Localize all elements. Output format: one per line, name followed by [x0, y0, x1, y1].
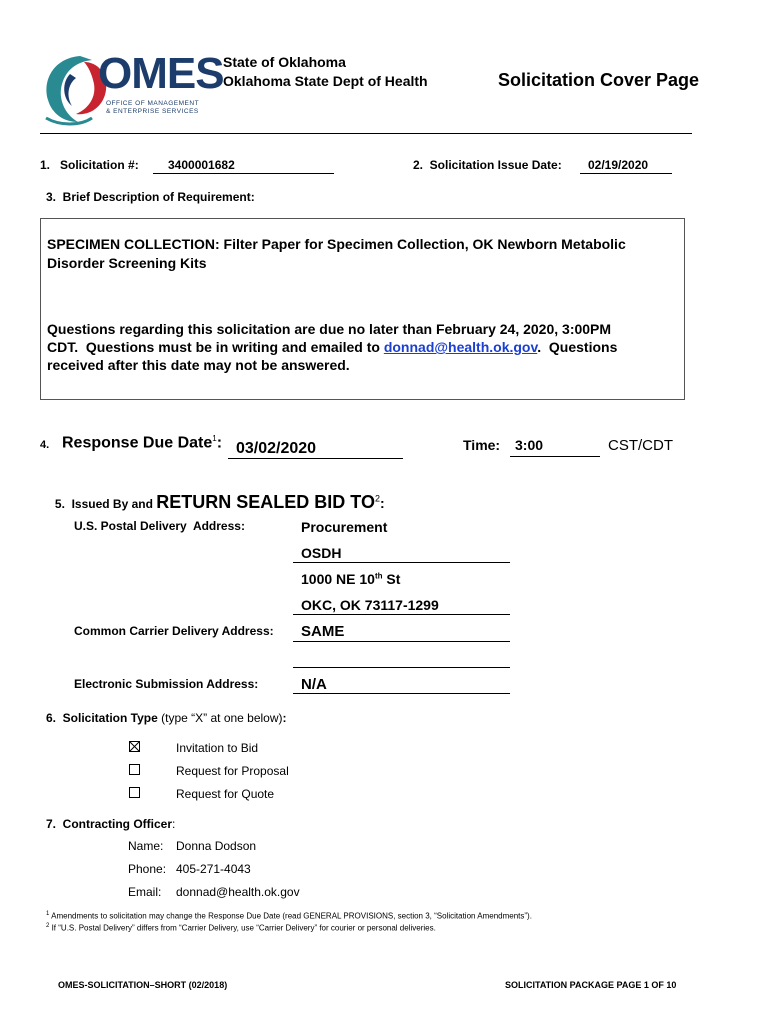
footnote-1 [46, 911, 532, 921]
questions-line2 [47, 339, 617, 355]
footnote-ref-2: 2 [374, 493, 380, 504]
response-date-underline [228, 458, 403, 459]
timezone: CST/CDT [608, 437, 673, 454]
description-label: 3. Brief Description of Requirement: [46, 190, 255, 204]
footnote-ref-1: 1 [212, 434, 217, 443]
page-title: Solicitation Cover Page [498, 70, 700, 90]
invitation-to-bid-checkbox[interactable] [129, 741, 140, 752]
response-due-text: Response Due Date [62, 434, 213, 452]
footnote-2-num: 2 [46, 923, 50, 929]
issue-date-value: 02/19/2020 [588, 158, 649, 172]
questions-line3: received after this date may not be answered. [47, 357, 350, 373]
contact-email-link[interactable]: donnad@health.ok.gov [383, 339, 538, 355]
header-divider [40, 133, 692, 134]
logo-wordmark: OMES [98, 49, 224, 98]
time-underline [510, 456, 600, 457]
issue-date-label: 2. Solicitation Issue Date: [413, 158, 562, 172]
solicitation-number-value: 3400001682 [168, 158, 235, 172]
issue-date-underline [580, 173, 672, 174]
questions-line2-pre: CDT. Questions must be in writing and emailed to [47, 339, 384, 355]
postal-line3-pre: 1000 NE 10 [301, 571, 375, 587]
officer-email-label: Email: [128, 885, 162, 899]
postal-line3-post: St [382, 571, 401, 587]
request-for-proposal-label: Request for Proposal [176, 764, 289, 778]
invitation-to-bid-label: Invitation to Bid [176, 741, 259, 755]
footnote-1-text: Amendments to solicitation may change the Response Due Date (read GENERAL PROVISIONS, section 3, “Solicitation Amendments”). [51, 911, 532, 921]
agency-name: Oklahoma State Dept of Health [223, 73, 428, 89]
solicitation-type-colon: : [282, 711, 287, 725]
state-name: State of Oklahoma [223, 54, 346, 70]
response-due-label [62, 434, 222, 452]
issued-by-large: RETURN SEALED BID TO [156, 492, 375, 512]
response-due-date: 03/02/2020 [236, 440, 317, 457]
footnote-2-text: If “U.S. Postal Delivery” differs from “Carrier Delivery, use “Carrier Delivery” for courier or personal deliveries. [51, 923, 436, 933]
officer-name-label: Name: [128, 839, 164, 853]
carrier-underline-2 [293, 667, 510, 668]
postal-line4-underline [293, 614, 510, 615]
description-box [40, 218, 685, 400]
requirement-title-line2: Disorder Screening Kits [47, 255, 207, 271]
carrier-address-label: Common Carrier Delivery Address: [74, 624, 274, 638]
issued-by-colon: : [379, 495, 385, 511]
footnote-2 [46, 923, 436, 933]
questions-line1: Questions regarding this solicitation are due no later than February 24, 2020, 3:00PM [47, 321, 612, 337]
electronic-address-label: Electronic Submission Address: [74, 677, 259, 691]
electronic-underline [293, 693, 510, 694]
solicitation-type-label-hint: (type “X” at one below) [157, 711, 283, 725]
solicitation-type-label [46, 711, 287, 725]
postal-line4: OKC, OK 73117-1299 [301, 597, 439, 613]
contracting-officer-label [46, 817, 175, 831]
electronic-address-value: N/A [301, 676, 327, 693]
omes-logo [40, 48, 224, 128]
solicitation-number-label: 1. Solicitation #: [40, 158, 139, 172]
time-value: 3:00 [515, 437, 544, 453]
footnote-1-num: 1 [46, 911, 50, 917]
request-for-quote-checkbox[interactable] [129, 787, 140, 798]
time-label: Time: [463, 437, 501, 453]
logo-subtext-2: & ENTERPRISE SERVICES [106, 108, 199, 115]
officer-name-value: Donna Dodson [176, 839, 257, 853]
logo-subtext-1: OFFICE OF MANAGEMENT [106, 100, 200, 107]
request-for-quote-label: Request for Quote [176, 787, 275, 801]
postal-line3 [301, 571, 400, 587]
postal-line1: Procurement [301, 519, 388, 535]
response-number: 4. [40, 439, 50, 451]
contracting-officer-colon: : [172, 817, 176, 831]
solicitation-number-underline [153, 173, 334, 174]
carrier-address-value: SAME [301, 623, 345, 640]
postal-line3-sup: th [374, 571, 383, 581]
issued-by-label [46, 474, 385, 513]
solicitation-type-label-bold: 6. Solicitation Type [46, 711, 158, 725]
requirement-title-line1: SPECIMEN COLLECTION: Filter Paper for Specimen Collection, OK Newborn Metabolic [47, 236, 626, 252]
form-id: OMES-SOLICITATION–SHORT (02/2018) [58, 980, 228, 990]
carrier-underline-1 [293, 641, 510, 642]
postal-line2: OSDH [301, 545, 342, 561]
officer-phone-label: Phone: [128, 862, 167, 876]
postal-address-label: U.S. Postal Delivery Address: [74, 519, 245, 533]
questions-line2-post: . Questions [537, 339, 618, 355]
officer-phone-value: 405-271-4043 [176, 862, 251, 876]
officer-email-value: donnad@health.ok.gov [176, 885, 300, 899]
contracting-officer-label-text: 7. Contracting Officer [46, 817, 173, 831]
response-due-colon: : [216, 434, 223, 452]
request-for-proposal-checkbox[interactable] [129, 764, 140, 775]
page-info: SOLICITATION PACKAGE PAGE 1 OF 10 [505, 980, 677, 990]
postal-line2-underline [293, 562, 510, 563]
issued-by-small: 5. Issued By and [54, 497, 157, 511]
